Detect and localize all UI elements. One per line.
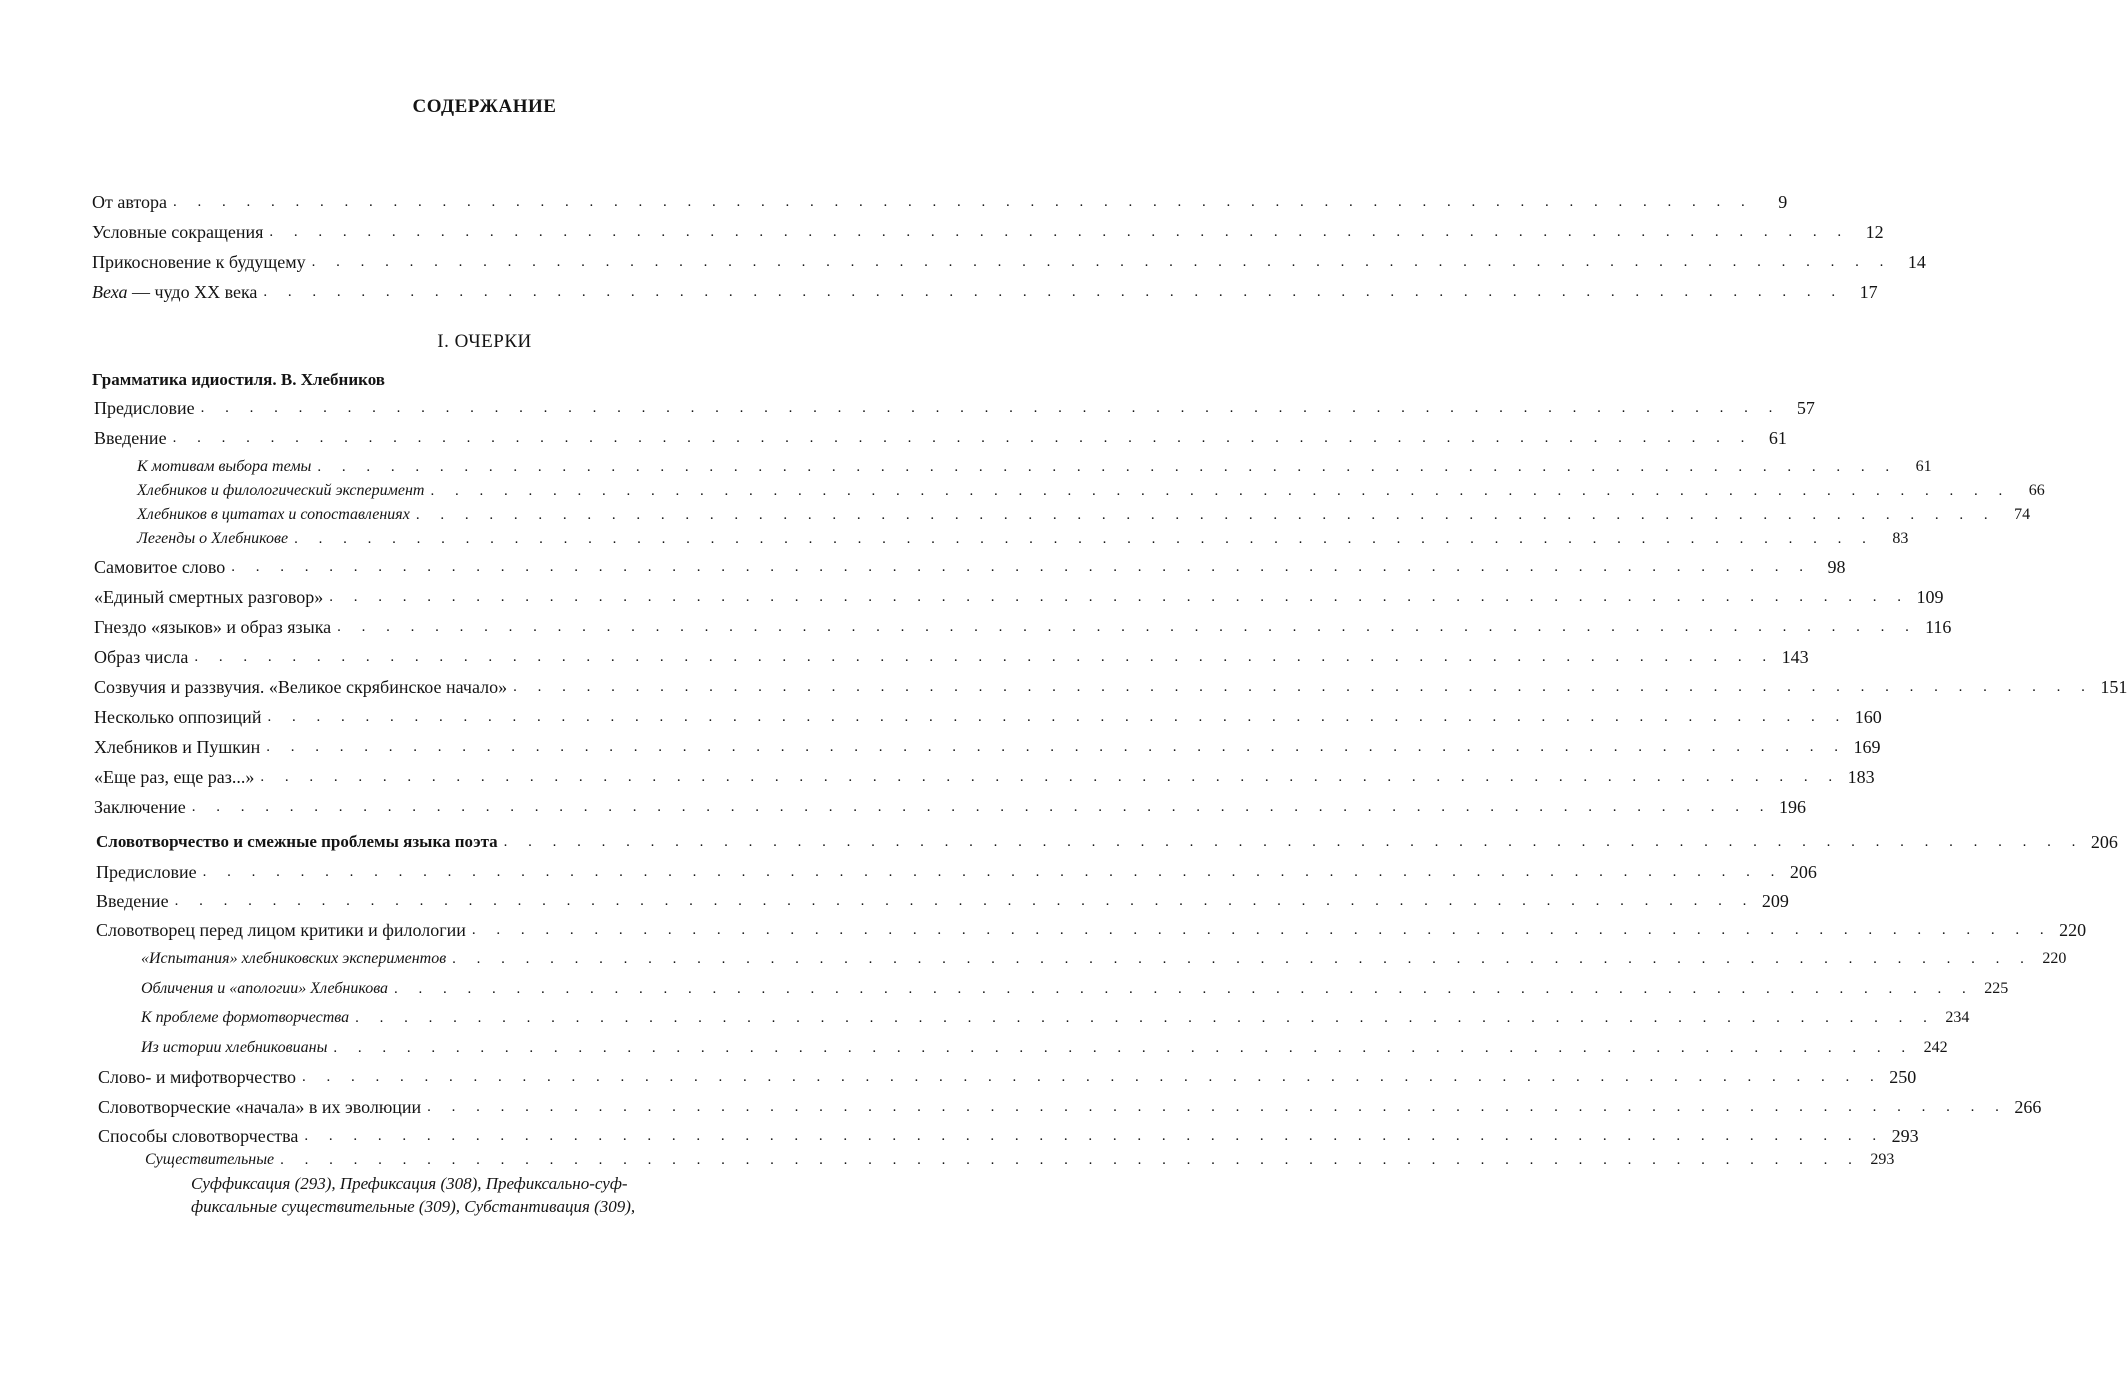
toc-entry[interactable] bbox=[94, 397, 1815, 419]
entry-page: 17 bbox=[1859, 282, 1878, 302]
toc-subentry[interactable] bbox=[141, 948, 2067, 970]
dot-leader: . . . . . . . . . . . . . . . . . . . . . . . . . . . . . . . . . . . . . . . . . . . . . . . . . . . . . . . . . . . . . . . . . bbox=[280, 1152, 1861, 1168]
entry-page: 74 bbox=[2014, 506, 2031, 523]
entry-title-rest: — чудо XX века bbox=[127, 282, 258, 302]
entry-title: Условные сокращения bbox=[92, 222, 264, 242]
entry-title: Словотворец перед лицом критики и филологии bbox=[96, 920, 466, 940]
dot-leader: . . . . . . . . . . . . . . . . . . . . . . . . . . . . . . . . . . . . . . . . . . . . . . . . . . . . . . . . . . . . . . . . . bbox=[333, 1040, 1914, 1056]
continuation-line: Суффиксация (293), Префиксация (308), Префиксально-суф- bbox=[191, 1174, 628, 1193]
entry-title: Грамматика идиостиля. В. Хлебников bbox=[92, 370, 385, 389]
toc-subentry[interactable] bbox=[141, 978, 2009, 1000]
toc-entry[interactable] bbox=[92, 221, 1884, 243]
entry-page: 9 bbox=[1778, 192, 1788, 212]
entry-page: 109 bbox=[1916, 587, 1944, 607]
dot-leader: . . . . . . . . . . . . . . . . . . . . . . . . . . . . . . . . . . . . . . . . . . . . . . . . . . . . . . . . . . . . . . . . . bbox=[513, 679, 2094, 695]
entry-title: Способы словотворчества bbox=[98, 1126, 299, 1146]
entry-page: 209 bbox=[1761, 891, 1789, 911]
toc-subentry[interactable] bbox=[137, 480, 2045, 502]
entry-title: Несколько оппозиций bbox=[94, 707, 262, 727]
dot-leader: . . . . . . . . . . . . . . . . . . . . . . . . . . . . . . . . . . . . . . . . . . . . . . . . . . . . . . . . . . . . . . . . . bbox=[172, 430, 1753, 446]
entry-page: 98 bbox=[1827, 557, 1846, 577]
entry-title: К проблеме формотворчества bbox=[141, 1009, 350, 1026]
entry-page: 206 bbox=[2090, 832, 2118, 852]
entry-page: 143 bbox=[1781, 647, 1809, 667]
page-title: СОДЕРЖАНИЕ bbox=[412, 96, 557, 117]
toc-subentry[interactable] bbox=[141, 1007, 1970, 1029]
dot-leader: . . . . . . . . . . . . . . . . . . . . . . . . . . . . . . . . . . . . . . . . . . . . . . . . . . . . . . . . . . . . . . . . . bbox=[194, 649, 1775, 665]
toc-entry[interactable] bbox=[94, 766, 1875, 788]
dot-leader: . . . . . . . . . . . . . . . . . . . . . . . . . . . . . . . . . . . . . . . . . . . . . . . . . . . . . . . . . . . . . . . . . bbox=[430, 483, 2011, 499]
entry-title: От автора bbox=[92, 192, 168, 212]
entry-page: 66 bbox=[2028, 482, 2045, 499]
dot-leader: . . . . . . . . . . . . . . . . . . . . . . . . . . . . . . . . . . . . . . . . . . . . . . . . . . . . . . . . . . . . . . . . . bbox=[269, 224, 1850, 240]
dot-leader: . . . . . . . . . . . . . . . . . . . . . . . . . . . . . . . . . . . . . . . . . . . . . . . . . . . . . . . . . . . . . . . . . bbox=[174, 893, 1755, 909]
entry-page: 14 bbox=[1907, 252, 1926, 272]
entry-page: 83 bbox=[1892, 530, 1909, 547]
dot-leader: . . . . . . . . . . . . . . . . . . . . . . . . . . . . . . . . . . . . . . . . . . . . . . . . . . . . . . . . . . . . . . . . . bbox=[202, 864, 1783, 880]
entry-title: Заключение bbox=[94, 797, 186, 817]
dot-leader: . . . . . . . . . . . . . . . . . . . . . . . . . . . . . . . . . . . . . . . . . . . . . . . . . . . . . . . . . . . . . . . . . bbox=[317, 459, 1898, 475]
dot-leader: . . . . . . . . . . . . . . . . . . . . . . . . . . . . . . . . . . . . . . . . . . . . . . . . . . . . . . . . . . . . . . . . . bbox=[503, 834, 2084, 850]
toc-entry[interactable] bbox=[94, 706, 1882, 728]
entry-title: Хлебников и Пушкин bbox=[94, 737, 261, 757]
toc-entry[interactable] bbox=[92, 281, 1878, 303]
toc-subentry[interactable] bbox=[137, 456, 1932, 478]
toc-entry[interactable] bbox=[92, 191, 1788, 213]
entry-page: 12 bbox=[1865, 222, 1884, 242]
entry-page: 242 bbox=[1923, 1039, 1948, 1056]
entry-title: Легенды о Хлебникове bbox=[137, 530, 289, 547]
dot-leader: . . . . . . . . . . . . . . . . . . . . . . . . . . . . . . . . . . . . . . . . . . . . . . . . . . . . . . . . . . . . . . . . . bbox=[294, 531, 1875, 547]
dot-leader: . . . . . . . . . . . . . . . . . . . . . . . . . . . . . . . . . . . . . . . . . . . . . . . . . . . . . . . . . . . . . . . . . bbox=[200, 400, 1781, 416]
entry-title: Существительные bbox=[145, 1151, 275, 1168]
toc-entry[interactable] bbox=[98, 1125, 1919, 1147]
entry-title: Гнездо «языков» и образ языка bbox=[94, 617, 332, 637]
entry-page: 183 bbox=[1847, 767, 1875, 787]
entry-page: 220 bbox=[2059, 920, 2087, 940]
entry-page: 293 bbox=[1870, 1151, 1895, 1168]
dot-leader: . . . . . . . . . . . . . . . . . . . . . . . . . . . . . . . . . . . . . . . . . . . . . . . . . . . . . . . . . . . . . . . . . bbox=[260, 769, 1841, 785]
continuation-line: фиксальные существительные (309), Субстантивация (309), bbox=[191, 1197, 636, 1216]
entry-page: 151 bbox=[2100, 677, 2127, 697]
dot-leader: . . . . . . . . . . . . . . . . . . . . . . . . . . . . . . . . . . . . . . . . . . . . . . . . . . . . . . . . . . . . . . . . . bbox=[266, 739, 1847, 755]
entry-title: Обличения и «апологии» Хлебникова bbox=[141, 980, 389, 997]
entry-title: Предисловие bbox=[94, 398, 195, 418]
toc-entry[interactable] bbox=[94, 736, 1881, 758]
toc-entry[interactable] bbox=[94, 556, 1846, 578]
entry-title: Введение bbox=[94, 428, 167, 448]
dot-leader: . . . . . . . . . . . . . . . . . . . . . . . . . . . . . . . . . . . . . . . . . . . . . . . . . . . . . . . . . . . . . . . . . bbox=[191, 799, 1773, 815]
entry-page: 225 bbox=[1984, 980, 2009, 997]
toc-entry[interactable] bbox=[94, 616, 1952, 638]
entry-page: 206 bbox=[1789, 862, 1817, 882]
toc-entry[interactable] bbox=[94, 676, 2127, 698]
entry-title: Созвучия и раззвучия. «Великое скрябинское начало» bbox=[94, 677, 508, 697]
toc-entry[interactable] bbox=[92, 251, 1926, 273]
entry-title-italic: Веха bbox=[92, 282, 128, 302]
entry-title: «Испытания» хлебниковских экспериментов bbox=[141, 950, 447, 967]
dot-leader: . . . . . . . . . . . . . . . . . . . . . . . . . . . . . . . . . . . . . . . . . . . . . . . . . . . . . . . . . . . . . . . . . bbox=[263, 284, 1844, 300]
dot-leader: . . . . . . . . . . . . . . . . . . . . . . . . . . . . . . . . . . . . . . . . . . . . . . . . . . . . . . . . . . . . . . . . . bbox=[415, 507, 1997, 523]
entry-title: Введение bbox=[96, 891, 169, 911]
entry-page: 266 bbox=[2014, 1097, 2042, 1117]
dot-leader: . . . . . . . . . . . . . . . . . . . . . . . . . . . . . . . . . . . . . . . . . . . . . . . . . . . . . . . . . . . . . . . . . bbox=[471, 922, 2053, 938]
toc-entry[interactable] bbox=[96, 890, 1789, 912]
dot-leader: . . . . . . . . . . . . . . . . . . . . . . . . . . . . . . . . . . . . . . . . . . . . . . . . . . . . . . . . . . . . . . . . . bbox=[355, 1010, 1936, 1026]
dot-leader: . . . . . . . . . . . . . . . . . . . . . . . . . . . . . . . . . . . . . . . . . . . . . . . . . . . . . . . . . . . . . . . . . bbox=[173, 194, 1754, 210]
entry-page: 160 bbox=[1854, 707, 1882, 727]
dot-leader: . . . . . . . . . . . . . . . . . . . . . . . . . . . . . . . . . . . . . . . . . . . . . . . . . . . . . . . . . . . . . . . . . bbox=[329, 589, 1910, 605]
dot-leader: . . . . . . . . . . . . . . . . . . . . . . . . . . . . . . . . . . . . . . . . . . . . . . . . . . . . . . . . . . . . . . . . . bbox=[304, 1128, 1885, 1144]
section-heading-word[interactable] bbox=[96, 831, 2118, 853]
entry-page: 61 bbox=[1915, 458, 1932, 475]
toc-entry[interactable] bbox=[94, 586, 1944, 608]
toc-entry[interactable] bbox=[94, 646, 1809, 668]
entry-title: Образ числа bbox=[94, 647, 189, 667]
entry-page: 220 bbox=[2042, 950, 2067, 967]
entry-page: 196 bbox=[1779, 797, 1807, 817]
toc-entry[interactable] bbox=[98, 1096, 2042, 1118]
section-heading-grammar[interactable] bbox=[92, 369, 869, 391]
toc-subentry[interactable] bbox=[137, 504, 2031, 526]
entry-title: К мотивам выбора темы bbox=[137, 458, 312, 475]
entry-page: 169 bbox=[1853, 737, 1881, 757]
toc-entry[interactable] bbox=[94, 796, 1807, 818]
entry-title: Хлебников в цитатах и сопоставлениях bbox=[137, 506, 410, 523]
toc-entry[interactable] bbox=[98, 1066, 1917, 1088]
toc-subentry[interactable] bbox=[141, 1037, 1948, 1059]
entry-page: 57 bbox=[1796, 398, 1815, 418]
entry-title: Хлебников и филологический эксперимент bbox=[137, 482, 425, 499]
entry-title: Словотворческие «начала» в их эволюции bbox=[98, 1097, 422, 1117]
entry-page: 116 bbox=[1925, 617, 1952, 637]
entry-title: Самовитое слово bbox=[94, 557, 226, 577]
entry-title: Предисловие bbox=[96, 862, 197, 882]
dot-leader: . . . . . . . . . . . . . . . . . . . . . . . . . . . . . . . . . . . . . . . . . . . . . . . . . . . . . . . . . . . . . . . . . bbox=[394, 981, 1975, 997]
dot-leader: . . . . . . . . . . . . . . . . . . . . . . . . . . . . . . . . . . . . . . . . . . . . . . . . . . . . . . . . . . . . . . . . . bbox=[311, 254, 1892, 270]
toc-entry[interactable] bbox=[94, 427, 1787, 449]
entry-title: Из истории хлебниковианы bbox=[141, 1039, 328, 1056]
toc-entry[interactable] bbox=[96, 919, 2087, 941]
entry-title bbox=[92, 281, 257, 303]
entry-page: 293 bbox=[1891, 1126, 1919, 1146]
dot-leader: . . . . . . . . . . . . . . . . . . . . . . . . . . . . . . . . . . . . . . . . . . . . . . . . . . . . . . . . . . . . . . . . . bbox=[231, 559, 1812, 575]
dot-leader: . . . . . . . . . . . . . . . . . . . . . . . . . . . . . . . . . . . . . . . . . . . . . . . . . . . . . . . . . . . . . . . . . bbox=[301, 1069, 1883, 1085]
part-heading: I. ОЧЕРКИ bbox=[437, 331, 532, 352]
toc-subentry[interactable] bbox=[145, 1149, 1895, 1171]
dot-leader: . . . . . . . . . . . . . . . . . . . . . . . . . . . . . . . . . . . . . . . . . . . . . . . . . . . . . . . . . . . . . . . . . bbox=[452, 951, 2033, 967]
dot-leader: . . . . . . . . . . . . . . . . . . . . . . . . . . . . . . . . . . . . . . . . . . . . . . . . . . . . . . . . . . . . . . . . . bbox=[427, 1099, 2008, 1115]
toc-subentry[interactable] bbox=[137, 528, 1909, 550]
entry-title: Прикосновение к будущему bbox=[92, 252, 306, 272]
dot-leader: . . . . . . . . . . . . . . . . . . . . . . . . . . . . . . . . . . . . . . . . . . . . . . . . . . . . . . . . . . . . . . . . . bbox=[337, 619, 1918, 635]
entry-title: Слово- и мифотворчество bbox=[98, 1067, 296, 1087]
entry-page: 250 bbox=[1889, 1067, 1917, 1087]
entry-page: 61 bbox=[1768, 428, 1787, 448]
dot-leader: . . . . . . . . . . . . . . . . . . . . . . . . . . . . . . . . . . . . . . . . . . . . . . . . . . . . . . . . . . . . . . . . . bbox=[267, 709, 1848, 725]
entry-title: «Единый смертных разговор» bbox=[94, 587, 324, 607]
entry-title: «Еще раз, еще раз...» bbox=[94, 767, 255, 787]
toc-entry[interactable] bbox=[96, 861, 1817, 883]
entry-page: 234 bbox=[1945, 1009, 1970, 1026]
entry-title: Словотворчество и смежные проблемы языка поэта bbox=[96, 832, 498, 851]
